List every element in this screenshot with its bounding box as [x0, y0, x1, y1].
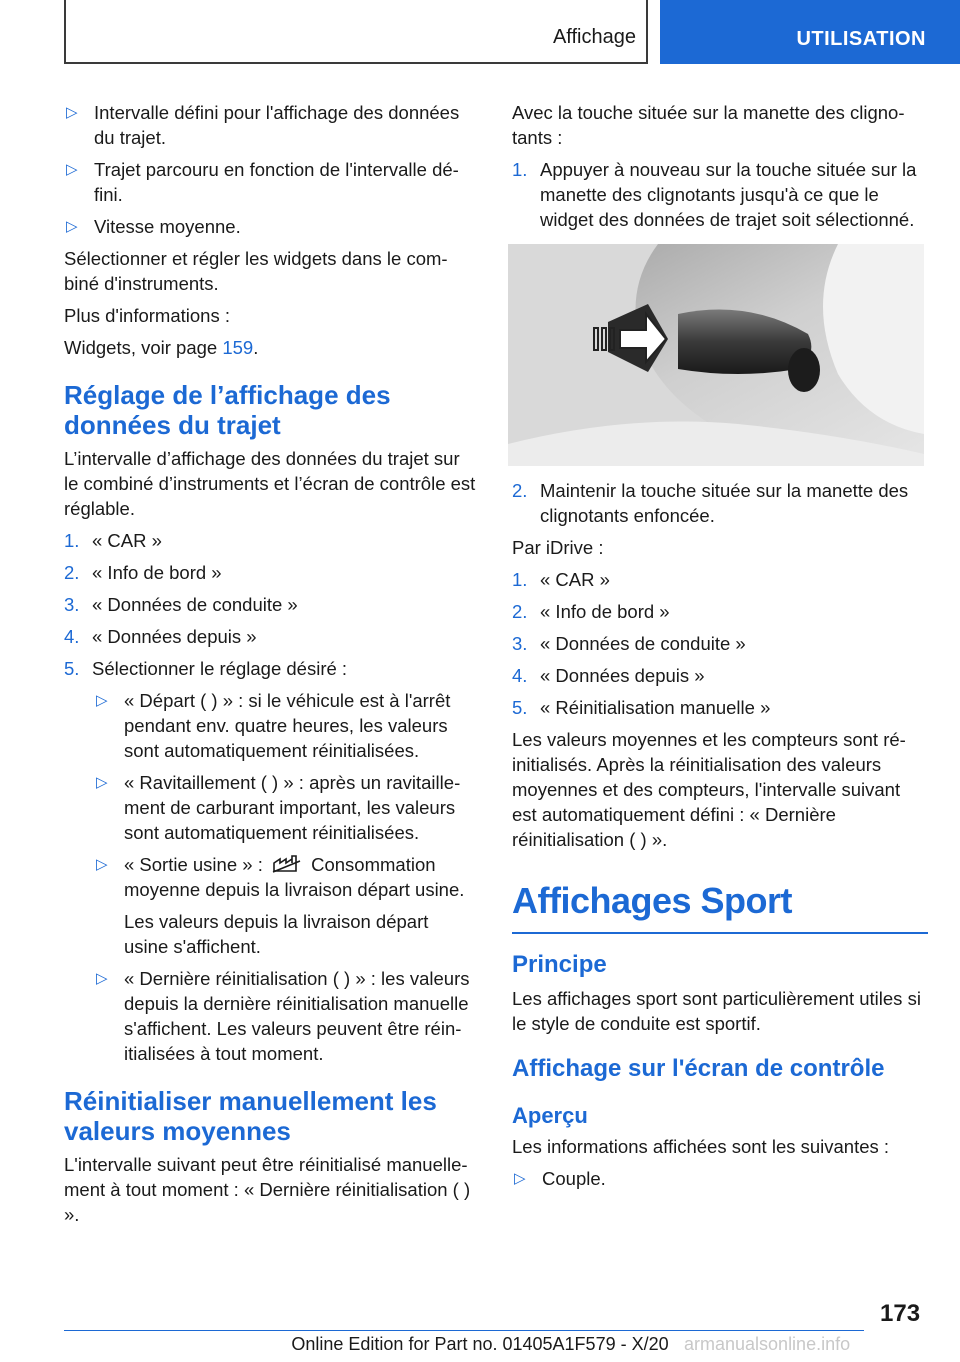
- watermark: armanualsonline.info: [684, 1334, 851, 1354]
- subsection-heading: Principe: [512, 951, 607, 978]
- paragraph: Par iDrive :: [512, 537, 604, 558]
- numbered-step: 1. « CAR »: [64, 530, 162, 551]
- triangle-right-icon: ▷: [96, 970, 108, 987]
- paragraph: Les valeurs moyennes et les compteurs sont réinitialisés. Après la réinitialisation des valeurs moyennes et des compteurs, l'intervalle suivant est automatiquement défini : « Dernière réinitialisation ( ) ».: [512, 729, 906, 850]
- heading-divider: [512, 932, 928, 934]
- triangle-right-icon: ▷: [96, 856, 108, 873]
- numbered-step: 2. « Info de bord »: [64, 562, 222, 583]
- section-heading: Réinitialiser manuellement les valeurs moyennes: [64, 1086, 437, 1146]
- numbered-step: 5. Sélectionner le réglage désiré :: [64, 658, 348, 679]
- bullet-item: ▷ Trajet parcouru en fonction de l'intervalle défini.: [66, 159, 459, 205]
- numbered-step: 3. « Données de conduite »: [512, 633, 746, 654]
- numbered-step: 3. « Données de conduite »: [64, 594, 298, 615]
- left-column: [64, 100, 476, 1234]
- paragraph: Sélectionner et régler les widgets dans le combiné d'instruments.: [64, 248, 448, 294]
- cross-reference: Widgets, voir page 159.: [64, 337, 259, 358]
- bullet-item: ▷ Vitesse moyenne.: [66, 216, 241, 237]
- bullet-item: ▷ Couple.: [514, 1168, 606, 1189]
- factory-icon: [272, 855, 302, 873]
- footer-edition: Online Edition for Part no. 01405A1F579 - X/20: [291, 1334, 669, 1354]
- sub-bullet-item: ▷ « Départ ( ) » : si le véhicule est à l'arrêt pendant env. quatre heures, les valeurs sont automatiquement réinitialisées.: [96, 690, 451, 761]
- triangle-right-icon: ▷: [66, 218, 78, 235]
- sub-bullet-item: ▷ « Dernière réinitialisation ( ) » : les valeurs depuis la dernière réinitialisation manuelle s'affichent. Les valeurs peuvent être réinitialisées à tout moment.: [96, 968, 470, 1064]
- triangle-right-icon: ▷: [66, 104, 78, 121]
- numbered-step: 1. « CAR »: [512, 569, 610, 590]
- paragraph: L'intervalle suivant peut être réinitialisé manuellement à tout moment : « Dernière réinitialisation ( ) ».: [64, 1154, 471, 1225]
- numbered-step: 4. « Données depuis »: [64, 626, 257, 647]
- subsection-heading: Affichage sur l'écran de contrôle: [512, 1055, 885, 1082]
- triangle-right-icon: ▷: [96, 774, 108, 791]
- page-link[interactable]: 159: [222, 337, 254, 358]
- header-section-box: [64, 0, 648, 64]
- triangle-right-icon: ▷: [66, 161, 78, 178]
- paragraph: Avec la touche située sur la manette des clignotants :: [512, 102, 905, 148]
- numbered-step: 4. « Données depuis »: [512, 665, 705, 686]
- paragraph: Plus d'informations :: [64, 305, 230, 326]
- chapter-heading: Affichages Sport: [512, 880, 793, 921]
- page-number: 173: [880, 1300, 921, 1327]
- sub-bullet-item: ▷ « Sortie usine » : Consommation moyenne depuis la livraison départ usine.: [96, 854, 465, 900]
- sub-bullet-item: ▷ « Ravitaillement ( ) » : après un ravitaillement de carburant important, les valeurs sont automatiquement réinitialisées.: [96, 772, 461, 843]
- section-title: Affichage: [552, 26, 636, 48]
- minor-heading: Aperçu: [512, 1103, 588, 1128]
- paragraph: Les informations affichées sont les suivantes :: [512, 1136, 890, 1157]
- numbered-step: 2. Maintenir la touche située sur la manette des clignotants enfoncée.: [512, 480, 909, 526]
- triangle-right-icon: ▷: [96, 692, 108, 709]
- paragraph: Les affichages sport sont particulièrement utiles si le style de conduite est sportif.: [512, 988, 921, 1034]
- numbered-step: 5. « Réinitialisation manuelle »: [512, 697, 771, 718]
- right-column: [512, 100, 928, 1198]
- numbered-step: 1. Appuyer à nouveau sur la touche située sur la manette des clignotants jusqu'à ce que le widget des données de trajet soit sélectionné.: [512, 159, 917, 230]
- paragraph: L’intervalle d’affichage des données du trajet sur le combiné d’instruments et l’écran de contrôle est réglable.: [64, 448, 476, 519]
- paragraph: Les valeurs depuis la livraison départ usine s'affichent.: [124, 911, 429, 957]
- footer-divider: [64, 1330, 864, 1331]
- chapter-tab: [660, 0, 960, 64]
- triangle-right-icon: ▷: [514, 1170, 526, 1187]
- chapter-title: UTILISATION: [796, 28, 926, 50]
- bullet-item: ▷ Intervalle défini pour l'affichage des données du trajet.: [66, 102, 460, 148]
- section-heading: Réglage de l’affichage des données du trajet: [64, 380, 391, 440]
- turn-signal-lever-photo: [508, 244, 924, 466]
- numbered-step: 2. « Info de bord »: [512, 601, 670, 622]
